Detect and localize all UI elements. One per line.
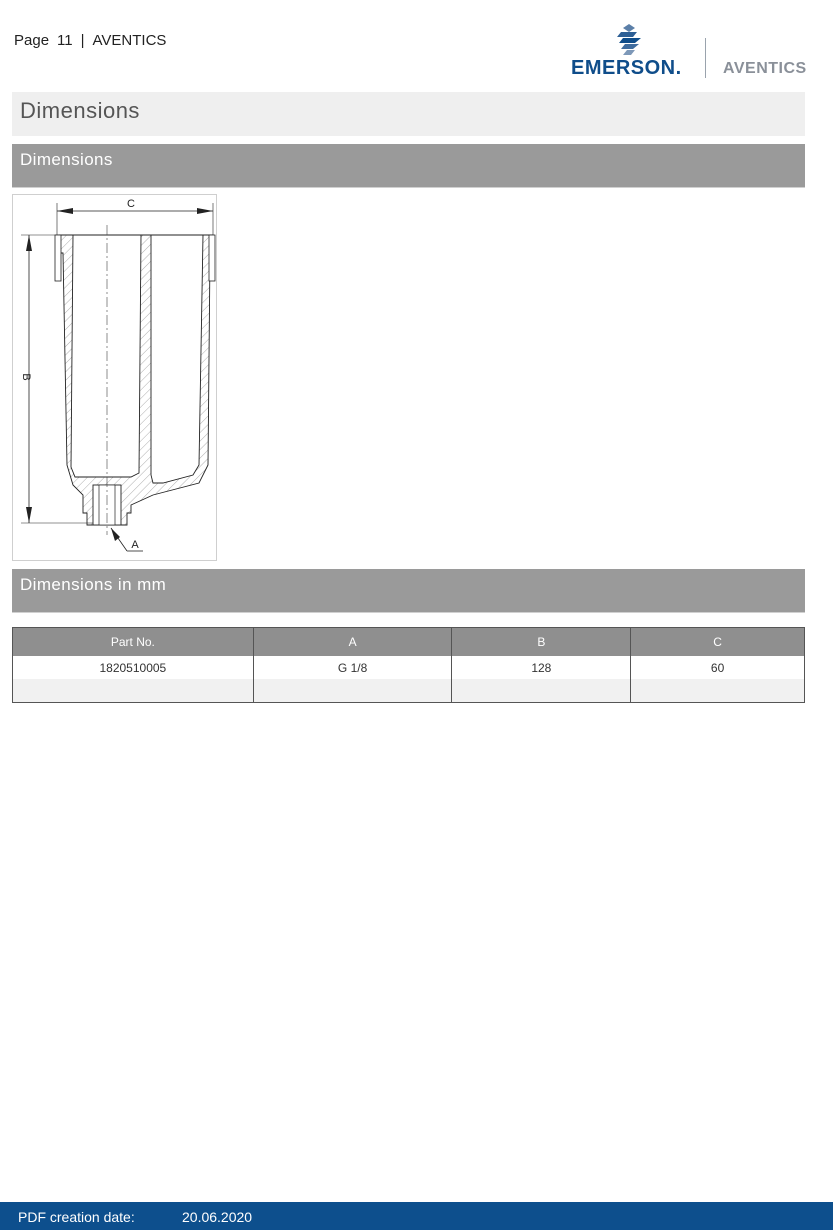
section-title: Dimensions bbox=[12, 92, 805, 136]
col-header-b: B bbox=[452, 628, 631, 657]
dimensions-table bbox=[12, 627, 805, 703]
col-header-a: A bbox=[253, 628, 452, 657]
cell-a bbox=[253, 679, 452, 703]
page-number: 11 bbox=[57, 32, 73, 49]
cell-b: 128 bbox=[452, 656, 631, 679]
page-header bbox=[14, 32, 174, 49]
brand-logos bbox=[565, 24, 825, 84]
cell-part-no: 1820510005 bbox=[13, 656, 254, 679]
header-brand: AVENTICS bbox=[92, 32, 167, 49]
table-row bbox=[13, 656, 805, 679]
col-header-c: C bbox=[631, 628, 805, 657]
footer-bar bbox=[0, 1202, 833, 1230]
table-row bbox=[13, 679, 805, 703]
footer-label: PDF creation date: bbox=[18, 1209, 135, 1225]
dim-label-b: B bbox=[20, 373, 32, 381]
cell-c bbox=[631, 679, 805, 703]
page-label: Page bbox=[14, 32, 50, 49]
table-header-row bbox=[13, 628, 805, 657]
emerson-logo-text: EMERSON. bbox=[571, 57, 682, 79]
subsection-dimensions-mm: Dimensions in mm bbox=[12, 569, 805, 613]
logo-divider bbox=[705, 38, 706, 78]
cell-c: 60 bbox=[631, 656, 805, 679]
bowl-drawing-svg bbox=[13, 195, 216, 560]
cell-a: G 1/8 bbox=[253, 656, 452, 679]
cell-part-no bbox=[13, 679, 254, 703]
dim-label-c: C bbox=[127, 198, 135, 210]
dimension-drawing bbox=[12, 194, 217, 561]
subsection-dimensions: Dimensions bbox=[12, 144, 805, 188]
footer-date: 20.06.2020 bbox=[182, 1209, 253, 1225]
cell-b bbox=[452, 679, 631, 703]
col-header-part-no: Part No. bbox=[13, 628, 254, 657]
dim-label-a: A bbox=[131, 539, 139, 551]
aventics-logo-text: AVENTICS bbox=[723, 60, 807, 77]
header-separator: | bbox=[80, 32, 85, 49]
emerson-logo-icon bbox=[615, 24, 643, 56]
